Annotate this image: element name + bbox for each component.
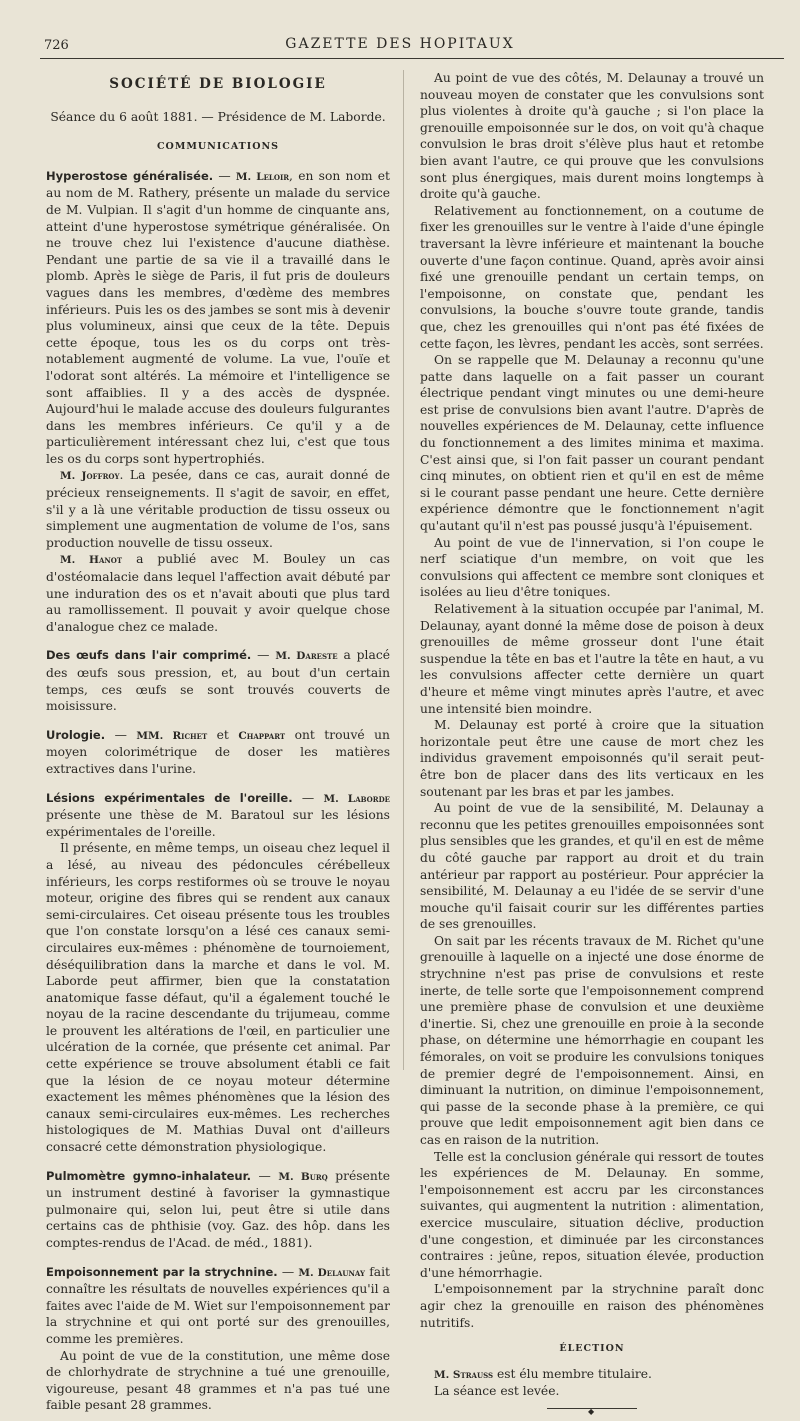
separator: — <box>292 790 324 805</box>
separator: — <box>251 1168 279 1183</box>
paragraph-text: fait connaître les résultats de nouvelles expériences qu'il a faites avec l'aide de M. Wiet sur l'empoisonnement par la strychnine et qui ont porté sur des grenouilles, comme les premières. <box>46 1264 390 1346</box>
paragraph-text: , en son nom et au nom de M. Rathery, présente un malade du service de M. Vulpian. Il s'agit d'un homme de cinquante ans, atteint d'une hyperostose symétrique généralisée. On ne trouve chez lui l'existence d'aucune diathèse. Pendant une partie de sa vie il a travaillé dans le plomb. Après le siège de Paris, il fut pris de douleurs vagues dans les membres, d'œdème des membres inférieurs. Puis les os des jambes se sont mis à devenir plus volumineux, ainsi que ceux de la tête. Depuis cette époque, tous les os du corps ont très-notablement augmenté de volume. La vue, l'ouïe et l'odorat sont altérés. La mémoire et l'intelligence se sont affaiblies. Il y a des accès de dyspnée. Aujourd'hui le malade accuse des douleurs fulgurantes dans les membres inférieurs. Ce qu'il y a de particulièrement intéressant chez lui, c'est que tous les os du corps sont hypertrophiés. <box>46 168 390 466</box>
author-name: M. Dareste <box>275 650 338 663</box>
paragraph-conclusion: Telle est la conclusion générale qui ressort de toutes les expériences de M. Delaunay. En somme, l'empoisonnement est accru par les circonstances suivantes, qui augmentent la nutrition : alimentation, exercice musculaire, situation déclive, production d'une congestion, et diminuée par les circonstances contraires : jeûne, repos, situation élevée, production d'une hémorrhagie. <box>420 1149 764 1280</box>
paragraph-hanot <box>46 551 390 635</box>
end-ornament: ◆ <box>547 1408 637 1409</box>
author-name: Chappart <box>238 729 286 742</box>
communications-heading: COMMUNICATIONS <box>156 141 280 153</box>
author-name: M. Joffroy <box>60 470 120 483</box>
paragraph-sensibilite: Au point de vue de la sensibilité, M. Delaunay a reconnu que les petites grenouilles empoisonnées sont plus sensibles que les grandes, et qu'il en est de même du côté gauche par rapport au droit et du train antérieur par rapport au postérieur. Pour apprécier la sensibilité, M. Delaunay a eu l'idée de se servir d'une mouche qu'il faisait courir sur les différentes parties de ses grenouilles. <box>420 801 764 932</box>
author-name: M. Strauss <box>434 1368 494 1381</box>
author-name: M. Burq <box>278 1170 328 1183</box>
paragraph-lesions <box>46 790 390 841</box>
paragraph-text: présente un instrument destiné à favoriser la gymnastique pulmonaire qui, selon lui, peut être si utile dans certains cas de phthisie (voy. Gaz. des hôp. dans les comptes-rendus de l'Acad. de méd., 1881). <box>46 1168 390 1250</box>
paragraph-heading: Urologie. <box>46 727 106 742</box>
paragraph-innervation: Au point de vue de l'innervation, si l'on coupe le nerf sciatique d'un membre, on voit que les convulsions qui affectent ce membre sont cloniques et isolées au lieu d'être toniques. <box>420 535 764 600</box>
paragraph-cotes: Au point de vue des côtés, M. Delaunay a trouvé un nouveau moyen de constater que les convulsions sont plus violentes à droite qu'à gauche ; si l'on place la grenouille empoisonnée sur le dos, on voit qu'à chaque convulsion le bras droit s'élève plus haut et retombe bien avant l'autre, ce qui prouve que les convulsions sont plus énergiques, mais durent moins longtemps à droite qu'à gauche. <box>420 71 764 202</box>
paragraph-situation: Relativement à la situation occupée par l'animal, M. Delaunay, ayant donné la même dose de poison à deux grenouilles de même grosseur dont l'une était suspendue la tête en bas et l'autre la tête en haut, a vu les convulsions affecter cette dernière un quart d'heure et même vingt minutes après l'autre, et avec une intensité bien moindre. <box>420 602 764 716</box>
paragraph-fonctionnement: Relativement au fonctionnement, on a coutume de fixer les grenouilles sur le ventre à l'aide d'une épingle traversant la lèvre inférieure et maintenant la bouche ouverte d'une façon continue. Quand, après avoir ainsi fixé une grenouille pendant un certain temps, on l'empoisonne, on constate que, pendant les convulsions, la bouche s'ouvre toute grande, tandis que, chez les grenouilles qui n'ont pas été fixées de cette façon, les lèvres, pendant les accès, sont serrées. <box>420 203 764 351</box>
paragraph-courant: On se rappelle que M. Delaunay a reconnu qu'une patte dans laquelle on a fait passer un courant électrique pendant vingt minutes ou une demi-heure est prise de convulsions bien avant l'autre. D'après de nouvelles expériences de M. Delaunay, cette influence du fonctionnement a des limites minima et maxima. C'est ainsi que, si l'on fait passer un courant pendant cinq minutes, on obtient rien et qu'il en est de même si le courant passe pendant une heure. Cette dernière expérience démontre que le fonctionnement n'agit qu'autant qu'il n'est pas poussé jusqu'à l'épuisement. <box>420 353 764 534</box>
paragraph-strychnine <box>46 1264 390 1348</box>
separator: — <box>277 1264 299 1279</box>
paragraph-heading: Lésions expérimentales de l'oreille. <box>46 790 293 805</box>
author-name: M. Hanot <box>60 554 123 567</box>
left-column <box>46 70 390 1414</box>
paragraph-richet: On sait par les récents travaux de M. Richet qu'une grenouille à laquelle on a injecté une dose énorme de strychnine n'est pas prise de convulsions et reste inerte, de telle sorte que l'empoisonnement comprend une première phase de convulsion et une deuxième d'inertie. Si, chez une grenouille en proie à la seconde phase, on détermine une hémorrhagie en coupant les fémorales, on voit se produire les convulsions toniques de premier degré de l'empoisonnement. Ainsi, en diminuant la nutrition, on diminue l'empoisonnement, qui passe de la seconde phase à la première, ce qui prouve que ledit empoisonnement agit bien dans ce cas en raison de la nutrition. <box>420 933 764 1147</box>
paragraph-constitution: Au point de vue de la constitution, une même dose de chlorhydrate de strychnine a tué une grenouille, vigoureuse, pesant 48 grammes et n'a pas tué une faible pesant 28 grammes. <box>46 1348 390 1413</box>
paragraph-text: ont trouvé un moyen colorimétrique de doser les matières extractives dans l'urine. <box>46 727 390 776</box>
author-name: M. Delaunay <box>298 1266 366 1279</box>
paragraph-oeufs <box>46 647 390 714</box>
paragraph-text: . La pesée, dans ce cas, aurait donné de précieux renseignements. Il s'agit de savoir, en effet, s'il y a là une véritable production de tissu osseux ou simplement une augmentation de volume de l'os, sans production nouvelle de tissu osseux. <box>46 468 390 550</box>
paragraph-closing: La séance est levée. <box>434 1384 560 1399</box>
paragraph-heading: Pulmomètre gymno-inhalateur. <box>46 1168 252 1183</box>
election-heading: ÉLECTION <box>559 1343 625 1355</box>
paragraph-heading: Des œufs dans l'air comprimé. <box>46 648 252 663</box>
paragraph-oiseau: Il présente, en même temps, un oiseau chez lequel il a lésé, au niveau des pédoncules cérébelleux inférieurs, les corps restiformes où se trouve le noyau moteur, origine des fibres qui se rendent aux canaux semi-circulaires. Cet oiseau présente tous les troubles que l'on constate lorsqu'on a lésé ces canaux semi-circulaires eux-mêmes : phénomène de tournoiement, déséquilibration dans la marche et dans le vol. M. Laborde peut affirmer, bien que la constatation anatomique fasse défaut, qu'il a également touché le noyau de la racine descendante du trijumeau, comme le prouvent les altérations de l'œil, en particulier une ulcération de la cornée, que présente cet animal. Par cette expérience se trouve absolument établi ce fait que la lésion de ce noyau moteur détermine exactement les mêmes phénomènes que la lésion des canaux semi-circulaires eux-mêmes. Les recherches histologiques de M. Mathias Duval ont d'ailleurs consacré cette démonstration physiologique. <box>46 841 390 1155</box>
paragraph-text: a placé des œufs sous pression, et, au bout d'un certain temps, ces œufs se sont trouvés couverts de moisissure. <box>46 648 390 714</box>
paragraph-election <box>420 1366 764 1384</box>
paragraph-hyperostose <box>46 168 390 468</box>
paragraph-heading: Hyperostose généralisée. <box>46 168 214 183</box>
column-divider <box>403 70 404 1070</box>
session-line: Séance du 6 août 1881. — Présidence de M. Laborde. <box>50 109 386 124</box>
author-name: MM. Richet <box>136 729 208 742</box>
section-title: SOCIÉTÉ DE BIOLOGIE <box>109 76 327 92</box>
paragraph-urologie <box>46 727 390 778</box>
right-column <box>420 70 764 1416</box>
separator: — <box>213 168 236 183</box>
paragraph-text: est élu membre titulaire. <box>493 1366 652 1381</box>
paragraph-horizontale: M. Delaunay est porté à croire que la situation horizontale peut être une cause de mort chez les individus gravement empoisonnés qu'il serait peut-être bon de placer dans des lits verticaux en les soutenant par les bras et par les jambes. <box>420 718 764 799</box>
paragraph-pulmometre <box>46 1168 390 1252</box>
paragraph-text: a publié avec M. Bouley un cas d'ostéomalacie dans lequel l'affection avait débuté par une induration des os et n'avait abouti que plus tard au ramollissement. Il pouvait y avoir quelque chose d'analogue chez ce malade. <box>46 552 390 634</box>
paragraph-heading: Empoisonnement par la strychnine. <box>46 1264 278 1279</box>
author-name: M. Leloir <box>235 170 290 183</box>
separator: — <box>105 727 137 742</box>
conjunction: et <box>207 727 239 742</box>
paragraph-joffroy <box>46 467 390 551</box>
separator: — <box>251 648 276 663</box>
page-number: 726 <box>44 38 69 53</box>
paragraph-phenomenes: L'empoisonnement par la strychnine paraît donc agir chez la grenouille en raison des phénomènes nutritifs. <box>420 1282 764 1330</box>
paragraph-text: présente une thèse de M. Baratoul sur les lésions expérimentales de l'oreille. <box>46 808 390 839</box>
header-rule <box>40 58 784 59</box>
author-name: M. Laborde <box>323 792 390 805</box>
running-title: GAZETTE DES HOPITAUX <box>285 36 515 52</box>
